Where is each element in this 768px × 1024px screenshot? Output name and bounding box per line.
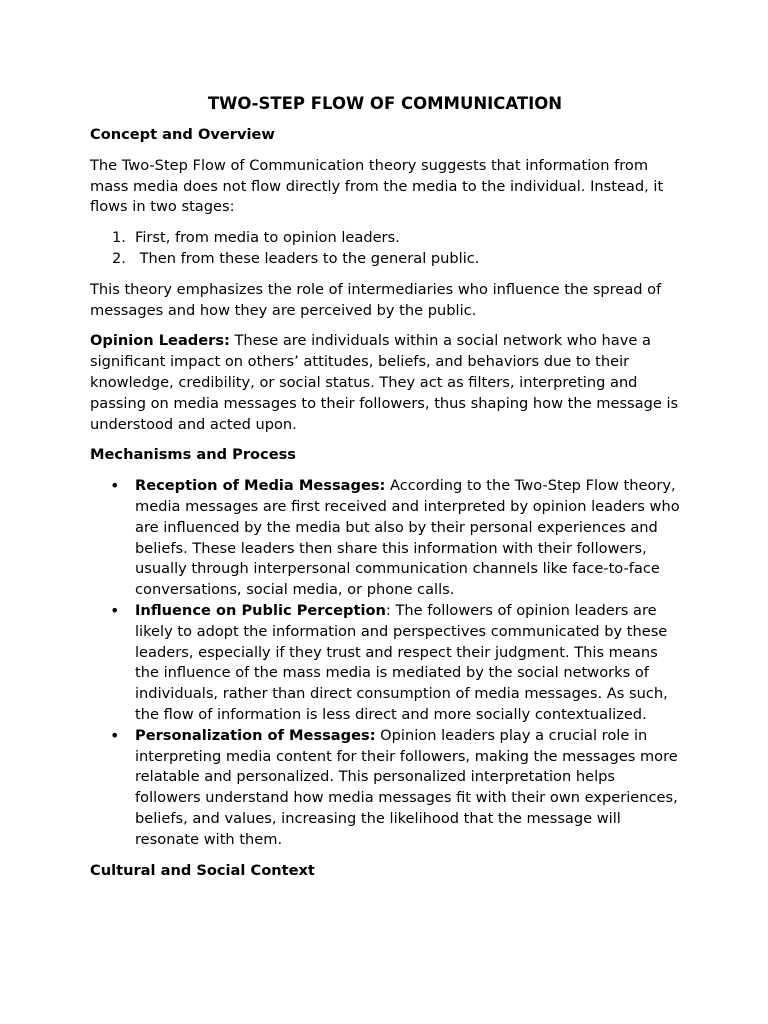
list-number: 2. — [112, 249, 126, 267]
section-heading-cultural: Cultural and Social Context — [90, 861, 315, 879]
bullet-icon: • — [110, 600, 120, 620]
list-item-text: First, from media to opinion leaders. — [135, 229, 400, 247]
list-number: 1. — [112, 229, 126, 247]
emphasis-paragraph: This theory emphasizes the role of intermediaries who influence the spread of messages and how they are perceived by the public. — [90, 280, 662, 319]
opinion-leaders-paragraph — [90, 331, 680, 435]
list-item — [90, 249, 680, 270]
intro-paragraph: The Two-Step Flow of Communication theory suggests that information from mass media does not flow directly from the media to the individual. Instead, it flows in two stages: — [90, 156, 664, 216]
list-item — [90, 476, 680, 601]
bullet-term: Personalization of Messages: — [135, 726, 376, 744]
section-heading-concept: Concept and Overview — [90, 126, 275, 143]
list-item — [90, 228, 680, 249]
bullet-text: : The followers of opinion leaders are likely to adopt the information and perspectives communicated by these leaders, especially if they trust and respect their judgment. This means the influence of the mass media is mediated by the social networks of individuals, rather than direct consumption of media messages. As such, the flow of information is less direct and more socially contextualized. — [135, 601, 668, 723]
mechanisms-list — [90, 476, 680, 850]
bullet-icon: • — [110, 476, 120, 496]
bullet-term: Influence on Public Perception — [135, 601, 386, 619]
list-item — [90, 726, 680, 851]
list-item-text: Then from these leaders to the general public. — [135, 249, 480, 267]
bullet-icon: • — [110, 725, 120, 745]
section-heading-mechanisms: Mechanisms and Process — [90, 446, 296, 464]
opinion-leaders-term: Opinion Leaders: — [90, 332, 230, 350]
bullet-text: Opinion leaders play a crucial role in interpreting media content for their followers, making the messages more relatable and personalized. This personalized interpretation helps followers understand how media messages fit with their own experiences, beliefs, and values, increasing the likelihood that the message will resonate with them. — [135, 726, 678, 848]
bullet-text: According to the Two-Step Flow theory, media messages are first received and interpreted by opinion leaders who are influenced by the media but also by their personal experiences and beliefs. These leaders then share this information with their followers, usually through interpersonal communication channels like face-to-face conversations, social media, or phone calls. — [135, 477, 680, 599]
document-title: TWO-STEP FLOW OF COMMUNICATION — [207, 94, 563, 113]
list-item — [90, 601, 680, 726]
document-page — [90, 93, 680, 891]
opinion-leaders-text: These are individuals within a social network who have a significant impact on others’ attitudes, beliefs, and behaviors due to their knowledge, credibility, or social status. They act as filters, interpreting and passing on media messages to their followers, thus shaping how the message is understood and acted upon. — [90, 332, 679, 433]
bullet-term: Reception of Media Messages: — [135, 477, 386, 495]
steps-list — [90, 228, 680, 270]
